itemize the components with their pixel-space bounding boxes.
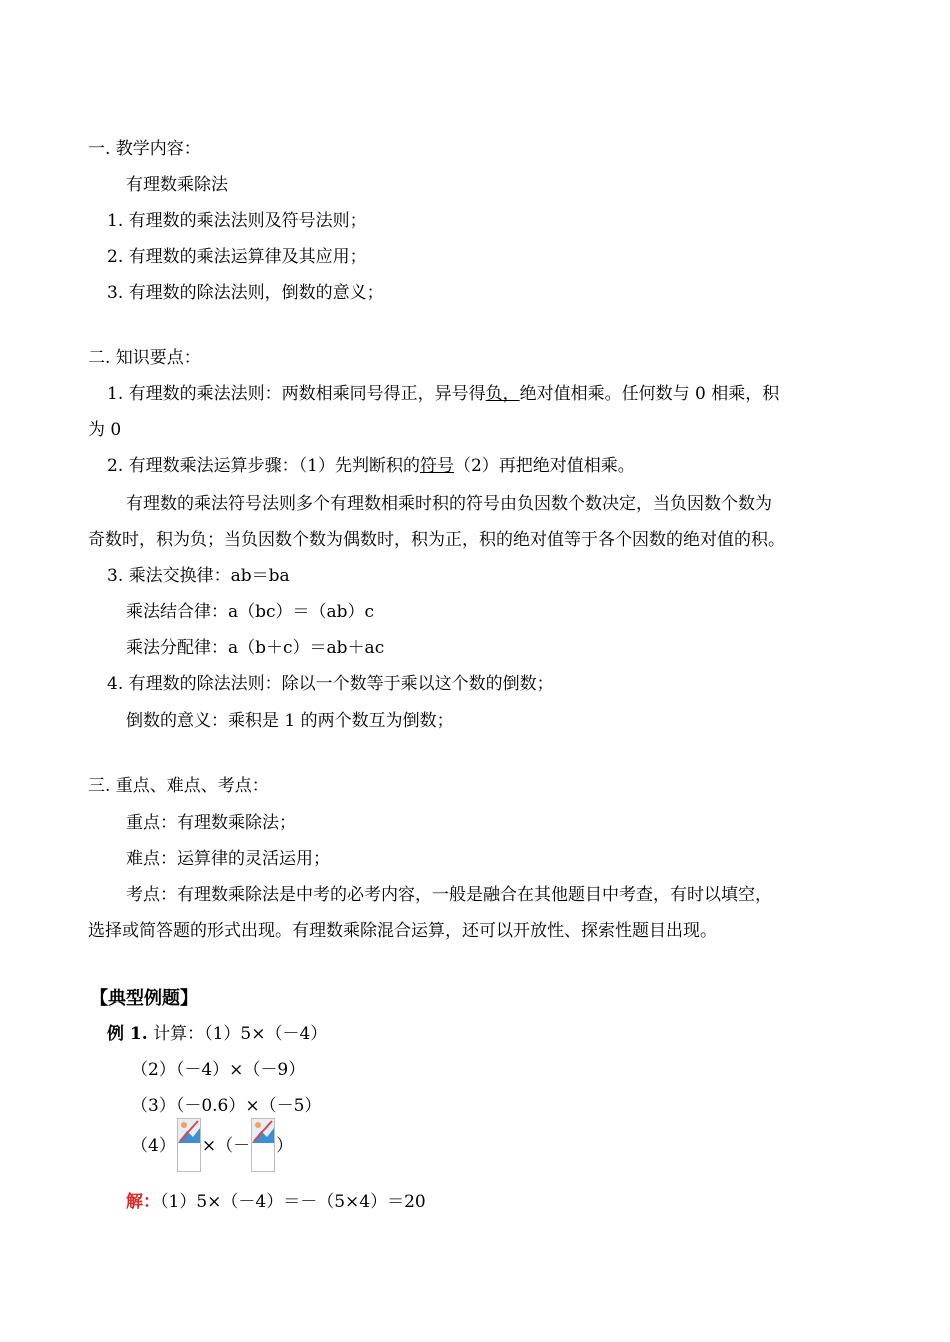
image-placeholder-graphic [252,1119,274,1143]
examples-heading: 【典型例题】 [90,988,198,1009]
solution-text: （1）5×（－4）＝－（5×4）＝20 [160,1192,426,1212]
broken-image-icon [251,1118,275,1172]
section-3-difficulty: 难点：运算律的灵活运用； [126,849,330,869]
section-2-title: 二. 知识要点： [88,348,201,368]
section-2-point-1-cont: 为 0 [88,420,122,440]
point-1-underlined: 负， [485,384,520,404]
example-1-q4 [131,1118,293,1172]
point-1-text-a: 1. 有理数的乘法法则：两数相乘同号得正，异号得 [107,384,486,404]
section-3-key-point: 重点：有理数乘除法； [126,813,296,833]
section-1-item-2: 2. 有理数的乘法运算律及其应用； [107,247,367,267]
example-1-q2: （2）（－4）×（－9） [131,1060,306,1080]
section-3-exam-line-2: 选择或简答题的形式出现。有理数乘除混合运算，还可以开放性、探索性题目出现。 [88,921,717,941]
section-1-title: 一. 教学内容： [88,139,201,159]
example-1-q4-pre: （4） [131,1136,176,1156]
section-2-division-rule: 4. 有理数的除法法则：除以一个数等于乘以这个数的倒数； [107,674,554,694]
section-2-sign-rule-line-1: 有理数的乘法符号法则多个有理数相乘时积的符号由负因数个数决定，当负因数个数为 [126,494,772,514]
section-3-title: 三. 重点、难点、考点： [88,776,269,796]
section-3-exam-line-1: 考点：有理数乘除法是中考的必考内容，一般是融合在其他题目中考查，有时以填空， [126,885,772,905]
image-placeholder-graphic [178,1119,200,1143]
section-2-point-2 [107,454,635,478]
example-1-solution [126,1190,426,1214]
section-1-item-3: 3. 有理数的除法法则，倒数的意义； [107,283,384,303]
section-2-sign-rule-line-2: 奇数时，积为负；当负因数个数为偶数时，积为正，积的绝对值等于各个因数的绝对值的积。 [88,530,785,550]
section-2-point-1 [107,382,779,406]
point-2-text-b: （2）再把绝对值相乘。 [453,456,635,476]
example-1 [107,1022,327,1046]
solution-label: 解： [126,1192,160,1212]
example-1-label: 例 1. [107,1024,148,1044]
section-2-reciprocal: 倒数的意义：乘积是 1 的两个数互为倒数； [126,711,454,731]
broken-image-icon [177,1118,201,1172]
point-2-text-a: 2. 有理数乘法运算步骤：（1）先判断积的 [107,456,420,476]
example-1-q3: （3）（－0.6）×（－5） [131,1096,322,1116]
section-2-associative: 乘法结合律：a（bc）＝（ab）c [126,602,375,622]
point-2-underlined: 符号 [419,456,454,476]
section-2-distributive: 乘法分配律：a（b＋c）＝ab＋ac [126,638,385,658]
section-2-commutative: 3. 乘法交换律：ab＝ba [107,566,290,586]
example-1-text: 计算：（1）5×（－4） [147,1024,328,1044]
example-1-q4-mid: ×（－ [201,1136,251,1156]
section-1-item-1: 1. 有理数的乘法法则及符号法则； [107,211,367,231]
point-1-text-b: 绝对值相乘。任何数与 0 相乘，积 [519,384,780,404]
section-1-subtitle: 有理数乘除法 [126,175,228,195]
example-1-q4-post: ） [276,1136,294,1156]
